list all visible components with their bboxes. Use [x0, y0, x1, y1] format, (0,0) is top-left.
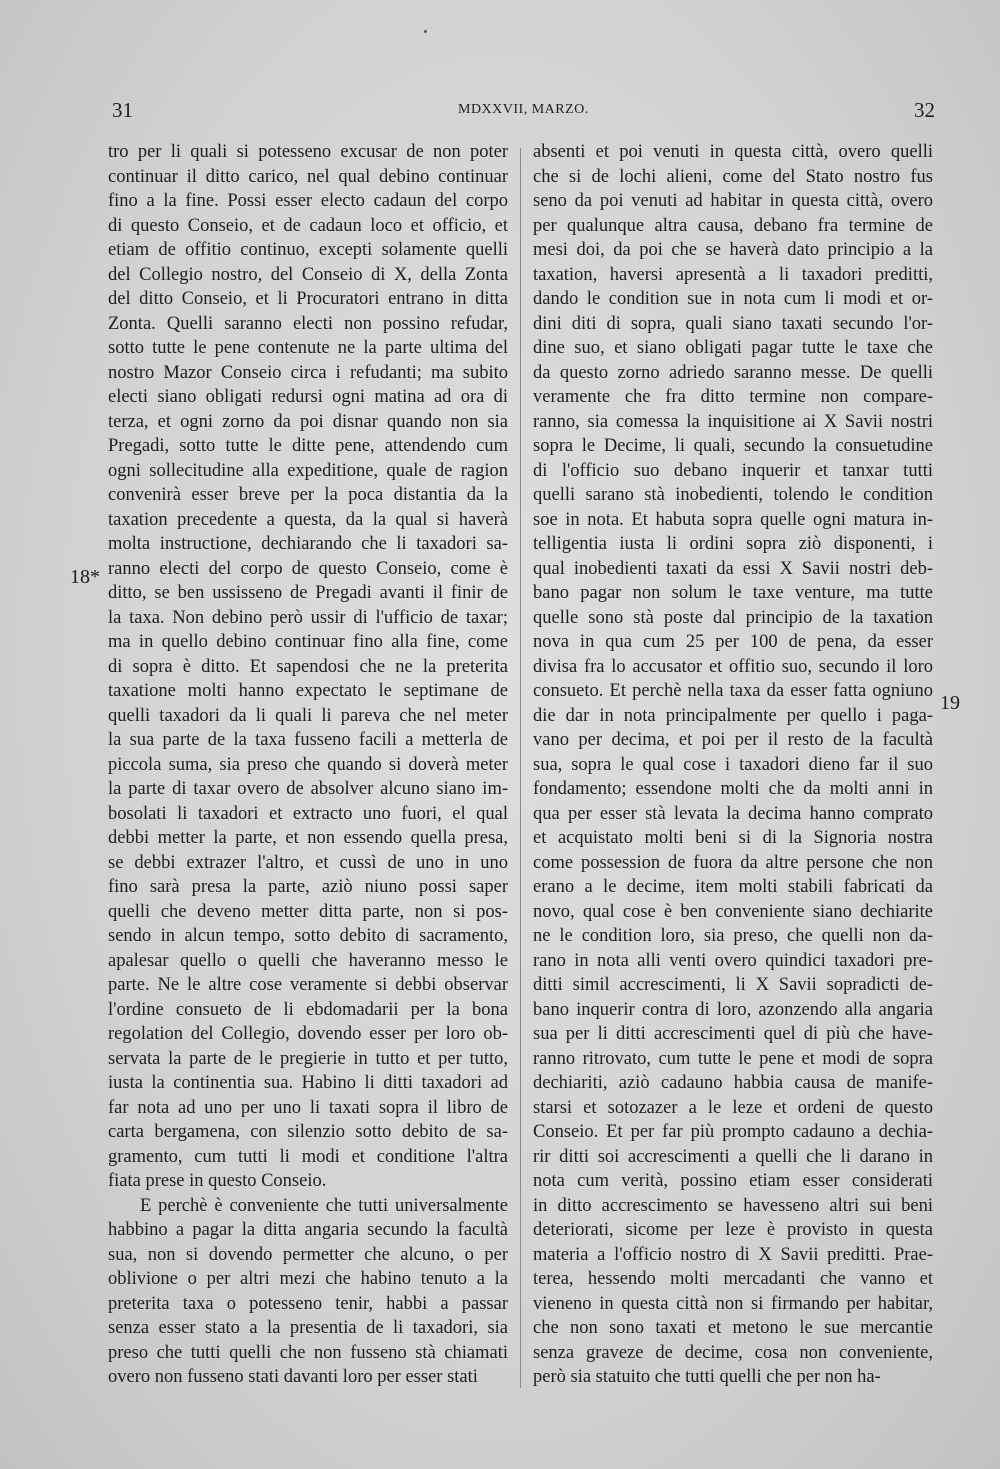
text-line: debbi metter la parte, et non essendo quella presa,: [108, 828, 508, 848]
ink-speck: [424, 30, 427, 33]
text-line: continuar il ditto carico, nel qual debino continuar: [108, 166, 508, 187]
text-line: die dar in nota principalmente per quello i paga-: [533, 705, 933, 726]
text-line: parte. Ne le altre cose veramente si debbi observar: [108, 975, 508, 995]
page-header: [0, 98, 1000, 128]
text-line: convenirà esser breve per la poca distantia da la: [108, 485, 508, 505]
text-line: sopra le Decime, li quali, secundo la consuetudine: [533, 436, 933, 456]
text-line: nova in qua cum 25 per 100 de pena, da esser: [533, 632, 933, 652]
text-line: l'ordine consueto de li ebdomadarii per la bona: [108, 999, 508, 1020]
page-number-left: 31: [112, 98, 133, 122]
text-line: taxation precedente a questa, da la qual si haverà: [108, 509, 508, 530]
text-line: gramento, cum tutti li modi et conditione l'altra: [108, 1146, 508, 1167]
text-line: regolation del Collegio, dovendo esser per loro ob-: [108, 1024, 508, 1044]
text-line: deteriorati, sicome per leze è provisto in questa: [533, 1220, 933, 1240]
text-line: habbino a pagar la ditta angaria secundo la facultà: [108, 1220, 508, 1240]
text-line: sotto tutte le pene contenute ne la parte ultima del: [108, 338, 508, 358]
text-line: piccola suma, sia preso che quando si doverà meter: [108, 754, 508, 775]
text-line: oblivione o per altri mezi che habino tenuto a la: [108, 1269, 508, 1289]
text-line: veramente che fra ditto termine non compare-: [533, 387, 933, 407]
text-line: la parte di taxar overo de absolver alcuno siano im-: [108, 779, 508, 799]
text-line: et acquistato molti beni si di la Signoria nostra: [533, 828, 933, 848]
page-number-right: 32: [914, 98, 935, 122]
text-line: qua per esser stà levata la decima hanno comprato: [533, 803, 933, 824]
text-line: fondamento; essendone molti che da molti anni in: [533, 779, 933, 799]
text-line: dando le condition sue in nota cum li modi et or-: [533, 289, 933, 309]
text-line: terea, hessendo molti mercadanti che vanno et: [533, 1269, 933, 1289]
text-line: rano in nota alli venti overo quindici taxadori pre-: [533, 950, 933, 971]
text-line: come possession de fuora da altre persone che non: [533, 852, 933, 873]
text-line: consueto. Et perchè nella taxa da esser fatta ogniuno: [533, 681, 933, 701]
text-line: ditto, se ben ussisseno de Pregadi avanti il finir de: [108, 583, 508, 603]
text-line: novo, qual cose è ben conveniente siano dechiarite: [533, 901, 933, 922]
text-line: far nota ad uno per uno li taxati sopra il libro de: [108, 1097, 508, 1118]
text-line: la taxa. Non debino però ussir di l'ufficio de taxar;: [108, 607, 508, 628]
text-line: quelli sarano stà inobedienti, tolendo le condition: [533, 485, 933, 505]
text-line: ditti simil accrescimenti, li X Savii sopradicti de-: [533, 975, 933, 995]
text-line: che si de lochi alieni, come del Stato nostro fus: [533, 166, 933, 187]
text-line: servata la parte de le pregierie in tutto et per tutto,: [108, 1048, 508, 1069]
right-text-column: [533, 140, 933, 1390]
text-line: materia a l'officio nostro di X Savii preditti. Prae-: [533, 1244, 933, 1265]
text-line: del Collegio nostro, del Conseio di X, della Zonta: [108, 264, 508, 285]
text-line: rir ditti soi accrescimenti a quelli che li darano in: [533, 1146, 933, 1167]
text-line: quelle sono stà poste dal principio de la taxation: [533, 607, 933, 628]
text-line: per qualunque altra causa, debano fra termine de: [533, 215, 933, 236]
margin-note-right: 19: [940, 692, 960, 714]
text-line: che non sono taxati et metono le sue mercantie: [533, 1318, 933, 1338]
text-line: Zonta. Quelli saranno electi non possino refudar,: [108, 313, 508, 334]
text-line: Conseio. Et per far più prompto cadauno a dechia-: [533, 1122, 933, 1142]
text-line: bano inquerir contra di loro, azonzendo alla angaria: [533, 999, 933, 1020]
text-line: taxation, haversi apresentà a li taxadori preditti,: [533, 264, 933, 285]
text-line: taxatione molti hanno expectato le septimane de: [108, 681, 508, 701]
text-line: divisa fra lo accusator et offitio suo, secundo il loro: [533, 656, 933, 677]
text-line: absenti et poi venuti in questa città, overo quelli: [533, 142, 933, 162]
text-line: overo non fusseno stati davanti loro per esser stati: [108, 1367, 478, 1387]
text-line: vano per decima, et poi per il resto de la facultà: [533, 730, 933, 750]
text-line: quelli che deveno metter ditta parte, non si pos-: [108, 901, 508, 922]
text-line: dechiariti, aziò cadauno habbia causa de manife-: [533, 1073, 933, 1093]
text-line: sendo in alcun tempo, sotto debito di sacramento,: [108, 926, 508, 946]
text-line: dini diti di sopra, quali siano taxati secundo l'or-: [533, 313, 933, 334]
text-line: etiam de offitio continuo, excepti solamente quelli: [108, 240, 508, 260]
text-line: preso che tutti quelli che non fusseno stà chiamati: [108, 1342, 508, 1363]
text-line: mesi doi, da poi che se haverà dato principio a la: [533, 240, 933, 260]
text-line: sua, sopra le qual cose i taxadori dieno far il suo: [533, 754, 933, 775]
text-line: vieneno in questa città non si firmando per habitar,: [533, 1293, 933, 1314]
text-line: carta bergamena, con silenzio sotto debito de sa-: [108, 1122, 508, 1142]
text-line: preterita taxa o potesseno tenir, habbi a passar: [108, 1293, 508, 1314]
text-line: telligentia iusta li ordini sopra ziò disponenti, i: [533, 534, 933, 554]
text-line: sua, non si dovendo permetter che alcuno, o per: [108, 1244, 508, 1265]
text-line: da questo zorno adriedo saranno messe. De quelli: [533, 362, 933, 383]
text-line: sua per li ditti accrescimenti quel di più che have-: [533, 1024, 933, 1044]
column-divider: [520, 148, 521, 1388]
text-line: E perchè è conveniente che tutti universalmente: [140, 1195, 508, 1216]
text-line: dine suo, et siano obligati pagar tutte le taxe che: [533, 338, 933, 358]
text-line: di l'officio suo debano inquerir et tanxar tutti: [533, 460, 933, 481]
text-line: qual inobedienti taxati da essi X Savii nostri deb-: [533, 558, 933, 579]
text-line: electi siano obligati redursi ogni matina ad ora di: [108, 387, 508, 407]
text-line: tro per li quali si potesseno excusar de non poter: [108, 142, 508, 162]
text-line: senza esser stato a la presentia de li taxadori, sia: [108, 1318, 508, 1338]
text-line: quelli taxadori da li quali li pareva che nel meter: [108, 705, 508, 726]
text-line: bosolati li taxadori et extracto uno fuori, el qual: [108, 803, 508, 824]
text-line: ranno, sia comessa la inquisitione ai X Savii nostri: [533, 411, 933, 432]
text-line: ma in quello debino continuar fino alla fine, come: [108, 632, 508, 652]
text-line: però sia statuito che tutti quelli che per non ha-: [533, 1367, 881, 1387]
text-line: ranno ritrovato, cum tutte le pene et modi de sopra: [533, 1048, 933, 1069]
text-line: erano a le decime, item molti stabili fabricati da: [533, 877, 933, 897]
text-line: senza graveze de decime, cosa non conveniente,: [533, 1342, 933, 1363]
running-title: MDXXVII, MARZO.: [458, 102, 589, 117]
text-line: ogni sollecitudine alla expeditione, quale de ragion: [108, 460, 508, 481]
text-line: nota cum verità, possino etiam esser considerati: [533, 1171, 933, 1191]
text-line: fino sarà presa la parte, aziò niuno possi saper: [108, 877, 508, 897]
text-line: di sopra è ditto. Et sapendosi che ne la preterita: [108, 656, 508, 677]
text-line: Pregadi, sotto tutte le ditte pene, attendendo cum: [108, 436, 508, 456]
text-line: ranno electi del corpo de questo Conseio, come è: [108, 558, 508, 579]
text-line: seno da poi venuti ad habitar in questa città, overo: [533, 191, 933, 211]
text-line: molta instructione, dechiarando che li taxadori sa-: [108, 534, 508, 554]
left-text-column: [108, 140, 508, 1390]
text-line: fino a la fine. Possi esser electo cadaun del corpo: [108, 191, 508, 211]
text-line: apalesar quello o quelli che haveranno messo le: [108, 950, 508, 971]
text-line: bano pagar non solum le taxe venture, ma tutte: [533, 583, 933, 603]
text-line: nostro Mazor Conseio circa i refudanti; ma subito: [108, 362, 508, 383]
text-line: del ditto Conseio, et li Procuratori entrano in ditta: [108, 289, 508, 309]
text-line: iusta la continentia sua. Habino li ditti taxadori ad: [108, 1073, 508, 1093]
text-line: fiata prese in questo Conseio.: [108, 1171, 327, 1191]
text-line: ne le condition loro, sia preso, che quelli non da-: [533, 926, 933, 946]
text-line: la sua parte de la taxa fusseno facili a metterla de: [108, 730, 508, 750]
margin-note-left: 18*: [70, 566, 100, 588]
text-line: terza, et ogni zorno da poi disnar quando non sia: [108, 411, 508, 432]
text-line: in ditto accrescimento se havesseno altri sui beni: [533, 1195, 933, 1216]
text-line: starsi et sotozazer a le leze et ordeni de questo: [533, 1097, 933, 1118]
text-line: di questo Conseio, et de cadaun loco et officio, et: [108, 215, 508, 236]
text-line: se debbi extrazer l'altro, et cussì de uno in uno: [108, 852, 508, 873]
text-line: soe in nota. Et habuta sopra quelle ogni matura in-: [533, 509, 933, 530]
